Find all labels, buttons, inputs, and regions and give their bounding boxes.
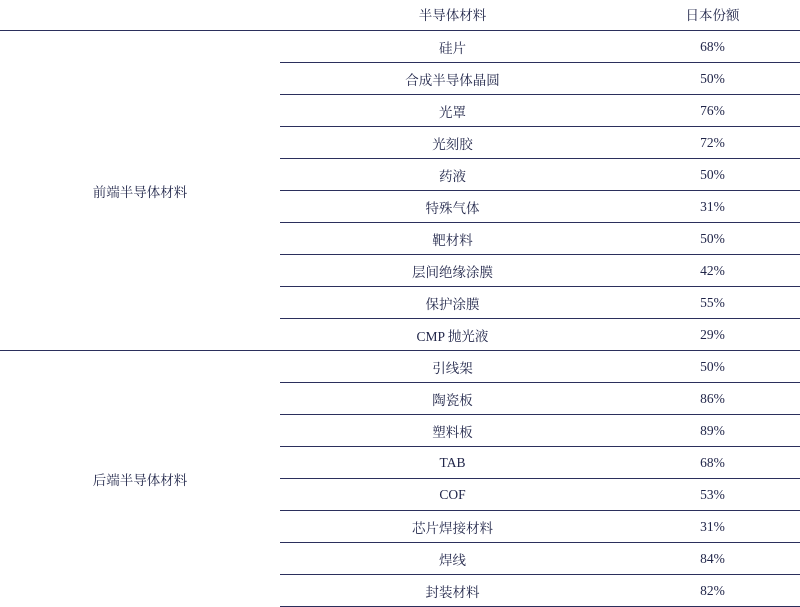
cell-japan-share: 82% — [625, 575, 800, 607]
cell-material-name: 焊线 — [280, 543, 625, 575]
cell-material-name: TAB — [280, 447, 625, 479]
cell-material-name: 靶材料 — [280, 223, 625, 255]
cell-japan-share: 84% — [625, 543, 800, 575]
cell-japan-share: 68% — [625, 447, 800, 479]
row-group-label: 后端半导体材料 — [0, 351, 280, 607]
cell-material-name: 陶瓷板 — [280, 383, 625, 415]
cell-material-name: 芯片焊接材料 — [280, 511, 625, 543]
cell-material-name: COF — [280, 479, 625, 511]
cell-japan-share: 31% — [625, 511, 800, 543]
cell-material-name: 硅片 — [280, 31, 625, 63]
cell-material-name: 引线架 — [280, 351, 625, 383]
cell-material-name: 特殊气体 — [280, 191, 625, 223]
cell-japan-share: 53% — [625, 479, 800, 511]
table-header — [0, 0, 800, 31]
cell-japan-share: 68% — [625, 31, 800, 63]
cell-material-name: 保护涂膜 — [280, 287, 625, 319]
cell-japan-share: 50% — [625, 223, 800, 255]
cell-japan-share: 50% — [625, 351, 800, 383]
cell-japan-share: 72% — [625, 127, 800, 159]
column-header-share: 日本份额 — [685, 8, 740, 23]
cell-material-name: 塑料板 — [280, 415, 625, 447]
column-header-group — [0, 0, 280, 31]
cell-japan-share: 76% — [625, 95, 800, 127]
cell-japan-share: 86% — [625, 383, 800, 415]
cell-japan-share: 50% — [625, 63, 800, 95]
cell-material-name: 封装材料 — [280, 575, 625, 607]
table-body — [0, 31, 800, 607]
table-row — [0, 31, 800, 63]
cell-japan-share: 50% — [625, 159, 800, 191]
cell-japan-share: 42% — [625, 255, 800, 287]
column-header-material: 半导体材料 — [418, 8, 487, 23]
cell-material-name: 光刻胶 — [280, 127, 625, 159]
cell-material-name: 药液 — [280, 159, 625, 191]
cell-japan-share: 31% — [625, 191, 800, 223]
cell-material-name: CMP 抛光液 — [280, 319, 625, 351]
cell-material-name: 合成半导体晶圆 — [280, 63, 625, 95]
table-header-row — [0, 0, 800, 31]
table-row — [0, 351, 800, 383]
cell-japan-share: 29% — [625, 319, 800, 351]
cell-japan-share: 89% — [625, 415, 800, 447]
cell-japan-share: 55% — [625, 287, 800, 319]
cell-material-name: 光罩 — [280, 95, 625, 127]
cell-material-name: 层间绝缘涂膜 — [280, 255, 625, 287]
row-group-label: 前端半导体材料 — [92, 184, 188, 200]
